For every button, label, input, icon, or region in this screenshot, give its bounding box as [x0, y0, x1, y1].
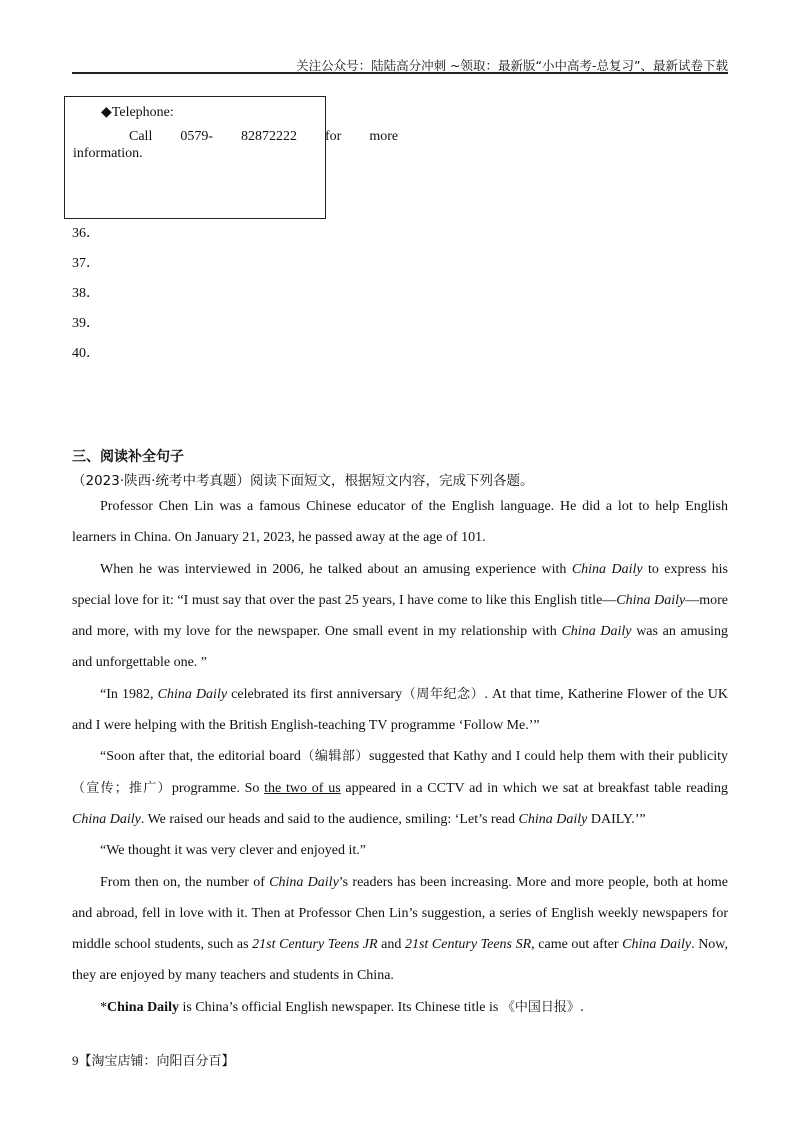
telephone-body — [73, 128, 399, 162]
page-number: 9 — [72, 1053, 79, 1068]
shop-label: 【淘宝店铺：向阳百分百】 — [78, 1054, 235, 1069]
paragraph-3: “In 1982, China Daily celebrated its first anniversary（周年纪念）. At that time, Katherine Flower of the UK and I were helping with the British English-teaching TV programme ‘Follow Me.’” — [72, 686, 728, 734]
question-number: 39． — [72, 316, 100, 331]
telephone-heading — [101, 104, 174, 121]
call-tail: information. — [73, 146, 143, 161]
question-number: 36． — [72, 226, 100, 241]
paragraph-5: “We thought it was very clever and enjoyed it.” — [100, 843, 366, 859]
question-number: 38． — [72, 286, 100, 301]
section-title: 三、阅读补全句子 — [72, 449, 184, 465]
telephone-title: Telephone: — [111, 105, 174, 120]
footnote: *China Daily is China’s official English newspaper. Its Chinese title is 《中国日报》. — [100, 1000, 584, 1015]
question-number-list — [72, 226, 100, 376]
reading-passage — [72, 491, 728, 992]
call-word: for — [325, 129, 342, 144]
question-number: 37． — [72, 256, 100, 271]
diamond-bullet-icon: ◆ — [101, 105, 112, 120]
section-instruction: （2023·陕西·统考中考真题）阅读下面短文，根据短文内容，完成下列各题。 — [72, 473, 534, 489]
header-text: 关注公众号：陆陆高分冲刺 ~领取：最新版“小中高考-总复习”、最新试卷下载 — [296, 58, 728, 73]
call-word: more — [369, 129, 399, 144]
call-word: Call — [129, 129, 153, 144]
paragraph-1: Professor Chen Lin was a famous Chinese educator of the English language. He did a lot to help English learners in China. On January 21, 2023, he passed away at the age of 101. — [72, 499, 728, 546]
underlined-phrase: the two of us — [264, 780, 341, 796]
telephone-info-box — [64, 96, 399, 219]
call-word: 82872222 — [241, 129, 298, 144]
page-footer — [72, 1050, 235, 1069]
call-word: 0579- — [180, 129, 214, 144]
paragraph-2: When he was interviewed in 2006, he talked about an amusing experience with China Daily to express his special love for it: “I must say that over the past 25 years, I have come to like this English title—China Daily—more and more, with my love for the newspaper. One small event in my relationship with China Daily was an amusing and unforgettable one. ” — [72, 561, 729, 671]
question-number: 40． — [72, 346, 100, 361]
paragraph-6: From then on, the number of China Daily’s readers has been increasing. More and more people, both at home and abroad, fell in love with it. Then at Professor Chen Lin’s suggestion, a series of English weekly newspapers for middle school students, such as 21st Century Teens JR and 21st Century Teens SR, came out after China Daily. Now, they are enjoyed by many teachers and students in China. — [72, 874, 729, 984]
paragraph-4: “Soon after that, the editorial board（编辑部）suggested that Kathy and I could help them with their publicity（宣传；推广）programme. So the two of us appeared in a CCTV ad in which we sat at breakfast table reading China Daily. We raised our heads and said to the audience, smiling: ‘Let’s read China Daily DAILY.’” — [72, 749, 728, 827]
header-divider — [72, 72, 728, 74]
